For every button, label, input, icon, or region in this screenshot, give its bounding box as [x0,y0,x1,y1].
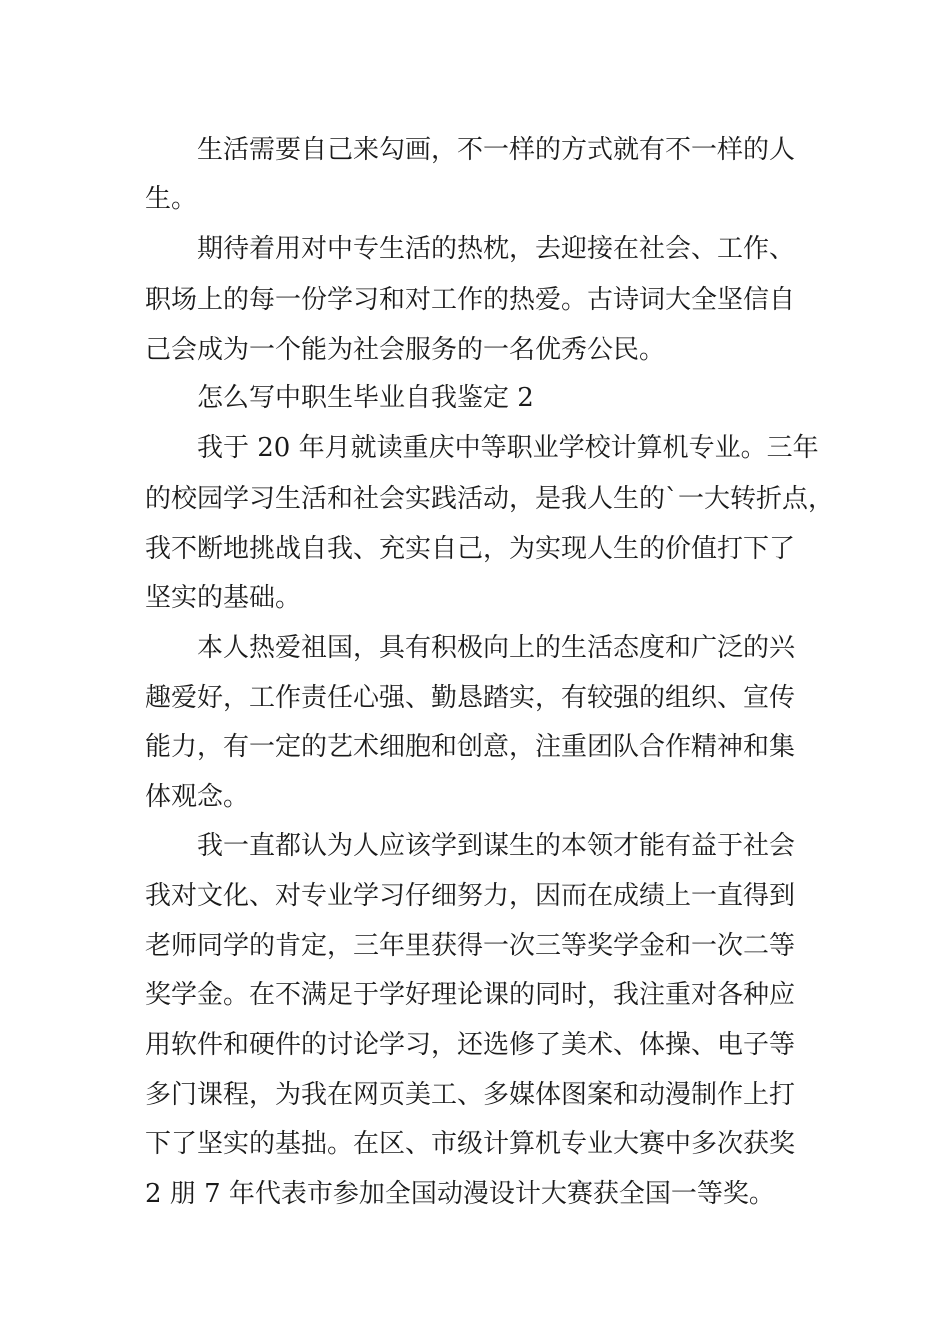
text-line: 期待着用对中专生活的热枕，去迎接在社会、工作、 [197,234,796,264]
text-line: 坚实的基础。 [145,583,302,613]
text-line: 本人热爱祖国，具有积极向上的生活态度和广泛的兴 [197,633,796,663]
text-line: 2 朋 7 年代表市参加全国动漫设计大赛获全国一等奖。 [145,1179,775,1209]
text-line: 多门课程，为我在网页美工、多媒体图案和动漫制作上打 [145,1080,796,1110]
text-line: 能力，有一定的艺术细胞和创意，注重团队合作精神和集 [145,732,796,762]
text-line: 体观念。 [145,782,250,812]
text-line: 我不断地挑战自我、充实自己，为实现人生的价值打下了 [145,534,796,564]
text-line: 趣爱好，工作责任心强、勤恳踏实，有较强的组织、宣传 [145,683,796,713]
text-line: 用软件和硬件的讨论学习，还选修了美术、体操、电子等 [145,1030,796,1060]
text-line: 生活需要自己来勾画，不一样的方式就有不一样的人 [197,135,796,165]
text-line: 职场上的每一份学习和对工作的热爱。古诗词大全坚信自 [145,285,796,315]
text-line: 我对文化、对专业学习仔细努力，因而在成绩上一直得到 [145,881,796,911]
text-line: 己会成为一个能为社会服务的一名优秀公民。 [145,335,666,365]
text-line: 奖学金。在不满足于学好理论课的同时，我注重对各种应 [145,980,796,1010]
text-line: 生。 [145,184,198,214]
section-heading: 怎么写中职生毕业自我鉴定 2 [197,383,534,413]
text-line: 下了坚实的基拙。在区、市级计算机专业大赛中多次获奖 [145,1129,796,1159]
text-line: 我一直都认为人应该学到谋生的本领才能有益于社会 [197,831,796,861]
text-line: 我于 20 年月就读重庆中等职业学校计算机专业。三年 [197,433,819,463]
text-line: 的校园学习生活和社会实践活动，是我人生的`一大转折点， [145,484,835,514]
text-line: 老师同学的肯定，三年里获得一次三等奖学金和一次二等 [145,931,796,961]
